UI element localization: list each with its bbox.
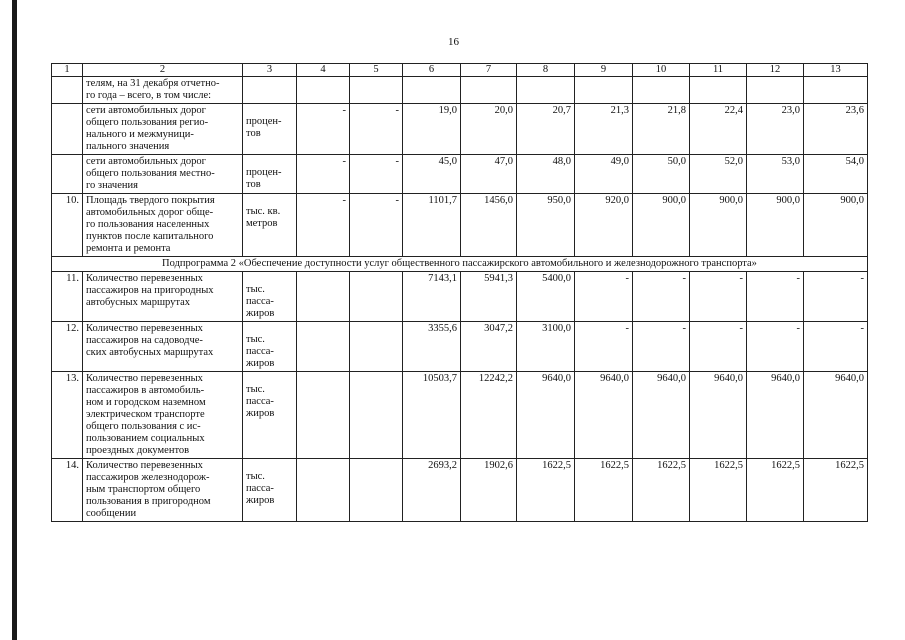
value-col-5 [350, 372, 403, 459]
table-row [52, 272, 868, 322]
column-header: 13 [804, 64, 868, 77]
row-number [52, 155, 83, 194]
value-col-6: 45,0 [403, 155, 461, 194]
value-col-5: - [350, 155, 403, 194]
row-number: 14. [52, 459, 83, 522]
table-row [52, 459, 868, 522]
column-header: 11 [690, 64, 747, 77]
value-col-10: 1622,5 [633, 459, 690, 522]
value-col-6: 3355,6 [403, 322, 461, 372]
column-header: 4 [297, 64, 350, 77]
value-col-12: 53,0 [747, 155, 804, 194]
indicator-name: Количество перевезенных пассажиров железнодорож- ным транспортом общего пользования в пригородном сообщении [83, 459, 243, 522]
indicator-name: Площадь твердого покрытия автомобильных дорог обще- го пользования населенных пунктов после капитального ремонта и ремонта [83, 194, 243, 257]
value-col-13: 900,0 [804, 194, 868, 257]
value-col-9 [575, 77, 633, 104]
value-col-7 [461, 77, 517, 104]
value-col-4 [297, 272, 350, 322]
value-col-10: 21,8 [633, 104, 690, 155]
value-col-7: 47,0 [461, 155, 517, 194]
column-header: 1 [52, 64, 83, 77]
value-col-12: - [747, 322, 804, 372]
page-number: 16 [448, 36, 459, 48]
value-col-13 [804, 77, 868, 104]
value-col-12: 1622,5 [747, 459, 804, 522]
indicators-table [51, 63, 868, 522]
indicator-name: Количество перевезенных пассажиров в автомобиль- ном и городском наземном электрическом транспорте общего пользования с ис- пользованием социальных проездных документов [83, 372, 243, 459]
unit-of-measure: тыс. пасса- жиров [243, 372, 297, 459]
value-col-7: 1902,6 [461, 459, 517, 522]
table-row [52, 372, 868, 459]
row-number: 13. [52, 372, 83, 459]
value-col-8: 3100,0 [517, 322, 575, 372]
row-number [52, 77, 83, 104]
row-number: 12. [52, 322, 83, 372]
value-col-12 [747, 77, 804, 104]
indicator-name: сети автомобильных дорог общего пользования регио- нального и межмуници- пального значения [83, 104, 243, 155]
value-col-4: - [297, 155, 350, 194]
value-col-10: - [633, 322, 690, 372]
value-col-10 [633, 77, 690, 104]
value-col-8: 1622,5 [517, 459, 575, 522]
value-col-5 [350, 459, 403, 522]
value-col-8: 5400,0 [517, 272, 575, 322]
value-col-13: 1622,5 [804, 459, 868, 522]
unit-of-measure: процен- тов [243, 104, 297, 155]
value-col-11: 22,4 [690, 104, 747, 155]
value-col-12: 900,0 [747, 194, 804, 257]
value-col-4 [297, 322, 350, 372]
value-col-9: - [575, 272, 633, 322]
unit-of-measure: тыс. кв. метров [243, 194, 297, 257]
value-col-6: 19,0 [403, 104, 461, 155]
table-row [52, 155, 868, 194]
value-col-6: 7143,1 [403, 272, 461, 322]
subprogram-title: Подпрограмма 2 «Обеспечение доступности услуг общественного пассажирского автомобильного и железнодорожного транспорта» [52, 257, 868, 272]
value-col-12: 9640,0 [747, 372, 804, 459]
value-col-9: 9640,0 [575, 372, 633, 459]
unit-of-measure [243, 77, 297, 104]
value-col-6: 2693,2 [403, 459, 461, 522]
unit-of-measure: процен- тов [243, 155, 297, 194]
value-col-8 [517, 77, 575, 104]
indicator-name: сети автомобильных дорог общего пользования местно- го значения [83, 155, 243, 194]
unit-of-measure: тыс. пасса- жиров [243, 322, 297, 372]
table-row [52, 104, 868, 155]
column-header: 5 [350, 64, 403, 77]
column-header: 10 [633, 64, 690, 77]
value-col-7: 3047,2 [461, 322, 517, 372]
column-header: 3 [243, 64, 297, 77]
value-col-11: 1622,5 [690, 459, 747, 522]
value-col-8: 950,0 [517, 194, 575, 257]
value-col-11: 52,0 [690, 155, 747, 194]
column-header: 7 [461, 64, 517, 77]
unit-of-measure: тыс. пасса- жиров [243, 272, 297, 322]
value-col-7: 12242,2 [461, 372, 517, 459]
value-col-9: 920,0 [575, 194, 633, 257]
header-row [52, 64, 868, 77]
value-col-4 [297, 372, 350, 459]
column-header: 8 [517, 64, 575, 77]
value-col-11: 900,0 [690, 194, 747, 257]
value-col-4: - [297, 194, 350, 257]
value-col-4: - [297, 104, 350, 155]
value-col-13: 23,6 [804, 104, 868, 155]
value-col-8: 48,0 [517, 155, 575, 194]
column-header: 12 [747, 64, 804, 77]
value-col-9: 49,0 [575, 155, 633, 194]
value-col-10: 900,0 [633, 194, 690, 257]
row-number: 11. [52, 272, 83, 322]
value-col-7: 1456,0 [461, 194, 517, 257]
indicator-name: Количество перевезенных пассажиров на пригородных автобусных маршрутах [83, 272, 243, 322]
subprogram-row [52, 257, 868, 272]
value-col-6: 10503,7 [403, 372, 461, 459]
value-col-10: 50,0 [633, 155, 690, 194]
value-col-10: 9640,0 [633, 372, 690, 459]
value-col-11: 9640,0 [690, 372, 747, 459]
table-row [52, 322, 868, 372]
table-row [52, 194, 868, 257]
value-col-9: - [575, 322, 633, 372]
row-number: 10. [52, 194, 83, 257]
value-col-13: 9640,0 [804, 372, 868, 459]
column-header: 6 [403, 64, 461, 77]
value-col-5 [350, 322, 403, 372]
value-col-5: - [350, 104, 403, 155]
value-col-9: 1622,5 [575, 459, 633, 522]
value-col-5 [350, 77, 403, 104]
value-col-9: 21,3 [575, 104, 633, 155]
column-header: 2 [83, 64, 243, 77]
row-number [52, 104, 83, 155]
value-col-8: 20,7 [517, 104, 575, 155]
value-col-11: - [690, 322, 747, 372]
value-col-6: 1101,7 [403, 194, 461, 257]
value-col-5: - [350, 194, 403, 257]
value-col-13: 54,0 [804, 155, 868, 194]
value-col-11: - [690, 272, 747, 322]
indicator-name: Количество перевезенных пассажиров на садоводче- ских автобусных маршрутах [83, 322, 243, 372]
indicator-name: телям, на 31 декабря отчетно- го года – всего, в том числе: [83, 77, 243, 104]
value-col-12: 23,0 [747, 104, 804, 155]
value-col-10: - [633, 272, 690, 322]
value-col-4 [297, 77, 350, 104]
table-row [52, 77, 868, 104]
value-col-5 [350, 272, 403, 322]
unit-of-measure: тыс. пасса- жиров [243, 459, 297, 522]
value-col-13: - [804, 322, 868, 372]
value-col-12: - [747, 272, 804, 322]
value-col-7: 5941,3 [461, 272, 517, 322]
value-col-7: 20,0 [461, 104, 517, 155]
value-col-4 [297, 459, 350, 522]
value-col-11 [690, 77, 747, 104]
page-edge-bar [12, 0, 17, 640]
value-col-13: - [804, 272, 868, 322]
value-col-8: 9640,0 [517, 372, 575, 459]
value-col-6 [403, 77, 461, 104]
column-header: 9 [575, 64, 633, 77]
